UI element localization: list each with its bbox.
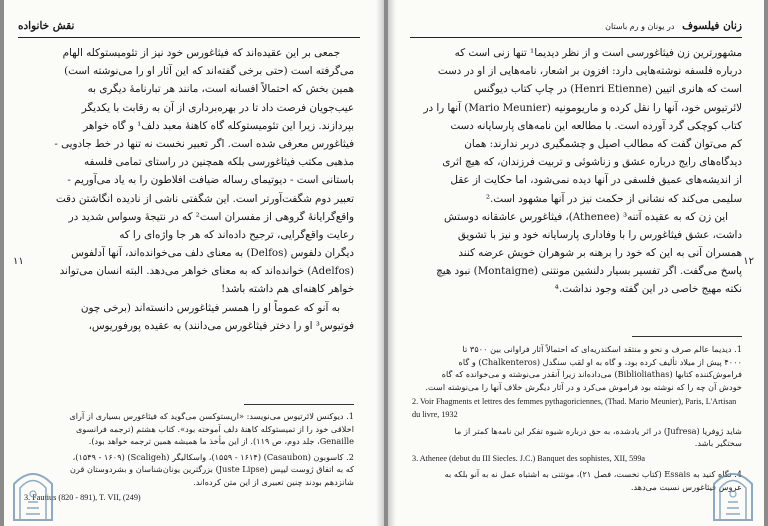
body-line: رعایت واقع‌گرایی، ترجیح داده‌اند که هر جا واژه‌ای را که <box>119 228 354 241</box>
footnote-line: عروس فیثاغورس نسبت می‌دهد. <box>630 481 742 492</box>
running-title: نقش خانواده <box>18 20 75 32</box>
page-header <box>18 12 360 38</box>
body-line: از اندیشه‌های عمیق فلسفی در آنها دیده نمی‌شود، اما حکایت از عقل <box>450 174 742 187</box>
right-page <box>388 0 764 526</box>
footnote-line: 3. Fautius (820 - 891), T. VII, (249) <box>24 492 141 502</box>
header-rule <box>410 37 742 38</box>
page-header <box>410 12 742 38</box>
body-line: دیگران دلفوس (Delfos) به معنای دلف می‌خوانده‌اند، آنها آدلفوس <box>71 247 354 260</box>
footnote-line: شانزدهم بودند چنین تعبیری از این متن کرده‌اند. <box>193 476 354 487</box>
footnote-line: 1. دیدیما عالم صرف و نحو و منتقد اسکندریه‌ای که احتمالاً آثار فراوانی بین ۳۵۰۰ تا <box>462 344 742 354</box>
body-line: دیدگاه‌های رایج درباره عشق و زناشوئی و تربیت فرزندان، که هیچ اثری <box>442 156 742 169</box>
body-text <box>24 44 354 335</box>
footnote-line: 2. کاسوبون (Casaubon) (۱۵۵۹ - ۱۶۱۴)، واسکالیگر (Scaligeh) (۱۵۴۹ - ۱۶۰۹)، <box>72 451 354 462</box>
left-page <box>4 0 384 526</box>
body-line: همسران آنی به این که خود را برهنه بر شوهران خویش عرضه کنند <box>458 247 742 260</box>
footnote-rule <box>632 336 742 337</box>
gutter-shadow <box>376 0 384 526</box>
footnote-line: 2. Voir Fhagments et lettres des femmes pythagoriciennes, (Thad. Mario Meunier), Paris, L'Artisan du livre, 1932 <box>412 397 737 419</box>
body-line: جمعی بر این عقیده‌اند که فیثاغورس خود نیز از تئومیستوکله الهام <box>62 47 340 59</box>
footnotes <box>24 410 354 504</box>
body-line: (Adelfos) خوانده‌اند که به معنای خواهر می‌دهد. البته انسان می‌تواند <box>59 265 354 278</box>
body-line: فوتیوس³ او را دختر فیثاغورس می‌دانند) به عقیده پورفوریوس، <box>88 319 354 332</box>
footnote-line: 4. نگاه کنید به Essais (کتاب نخست، فصل ۲۱)، مونتنی به اشتباه عمل نه به آنو بلکه به <box>444 469 742 480</box>
body-line: بپردازند. زیرا این تئومیستوکله گاه کاهنهٔ معبد دلف¹ و گاه خواهر <box>83 119 354 132</box>
footnotes <box>412 343 742 494</box>
page-number: ۱۱ <box>13 256 24 267</box>
body-line: لائرتیوس خود، آنها را نقل کرده و ماریومونیه (Mario Meunier) آنها را در <box>423 101 742 114</box>
body-line: پاسخ می‌گفت. اگر تفسیر بسیار دلنشین مونتنی (Montaigne) نبود هیچ <box>436 265 742 278</box>
body-line: درباره فلسفه نوشته‌هایی دارد: افزون بر اشعار، نامه‌هایی از او در دست <box>437 65 742 78</box>
body-line: همین بخش که احتمالاً افسانه است، مانند هر تبارنامهٔ دیگری به <box>87 83 354 96</box>
footnote-line: خودش آن چه را که نوشته بود فراموش می‌کرد و در آثار دیگرش خلاف آنها را می‌نوشته است. <box>425 381 742 392</box>
body-line: واقع‌گرایانهٔ گروهی از مفسران است² که در نتیجهٔ وسواس شدید در <box>68 210 354 223</box>
body-line: مذهبی مکتب فیثاغورسی بلکه همچنین در راستای تمامی فلسفه <box>84 156 354 169</box>
running-title <box>605 20 742 32</box>
body-line: عیب‌جویان فرصت داد تا در بهره‌برداری از آن به رقابت با یکدیگر <box>81 101 354 114</box>
library-stamp-icon <box>10 464 56 522</box>
footnote-line: فراموش‌کننده کتابها (Biblioliathas) می‌داده‌اند زیرا آنقدر می‌نوشته و می‌خوانده که گاه <box>441 369 742 380</box>
body-line: نکته مهیج خاصی در این گفته وجود نداشت.⁴ <box>554 283 742 296</box>
library-stamp-icon <box>710 464 756 522</box>
footnote-line: سختگیر باشد. <box>694 438 742 449</box>
body-line: داشت، عشق فیثاغورس را با وفاداری پارسایانه خود و نیز با تشویق <box>457 228 742 241</box>
body-line: است که هانری اتیین (Henri Etienne) در چاپ کتاب دیوگنس <box>473 83 742 96</box>
body-line: خواهر کاهنه‌ای هم داشته باشد! <box>221 283 354 296</box>
footnote-line: 3. Athenee (debut du III Siecles. J.C.) Banquet des sophistes, XII, 599a <box>412 453 646 463</box>
footnote-line: ۴۰۰۰ پیش از میلاد تألیف کرده بود، و گاه به او لقب سنگدل (Chalkenteros) و گاه <box>458 356 742 367</box>
body-line: به آنو که عموماً او را همسر فیثاغورس دانسته‌اند (برخی چون <box>80 301 340 314</box>
page-number: ۱۲ <box>743 256 754 267</box>
running-subtitle: در یونان و رم باستان <box>605 22 675 31</box>
body-line: سلیمی می‌کند که نشانی از حکمت نیز در آنها مشهود است.² <box>485 192 742 205</box>
footnote-rule <box>244 404 354 405</box>
body-line: باستانی است - دیوتیمای رساله ضیافت افلاطون را به یاد می‌آوریم - <box>67 174 354 187</box>
footnote-line: که به اتفاق ژوست لیپس (Juste Lipse) بزرگترین یونان‌شناسان و بشردوستان قرن <box>69 464 354 475</box>
body-line: کم می‌توان گفت که مطالب اصیل و چشمگیری دربر ندارند: همان <box>464 137 742 150</box>
body-line: می‌گرفته است (حتی برخی گفته‌اند که این آثار او را می‌نوشته است) <box>64 65 354 78</box>
gutter-shadow <box>388 0 396 526</box>
body-line: تعبیر دوم شگفت‌آورتر است. این شگفتی ناشی از نادیده انگاشتن دقت <box>55 192 354 205</box>
footnote-line: 1. دیوکنس لائرتیوس می‌نویسد: «اریستوکسن می‌گوید که فیثاغورس بسیاری از آرای <box>69 411 354 421</box>
body-line: این زن که به عقیده آتنه³ (Athenee)، فیثاغورس عاشقانه دوستش <box>443 210 728 223</box>
body-line: کتاب کوچکی گرد آورده است. با مطالعه این نامه‌های پارسایانه دست <box>450 119 742 132</box>
footnote-line: شاید ژوفریا (Jufresa) در اثر یادشده، به حق درباره شیوه تفکر این نامه‌ها کمتر از ما <box>454 425 742 436</box>
body-line: فیثاغورس معرفی شده است. اگر تعبیر نخست نه تنها در خط جادویی - <box>54 137 354 150</box>
header-rule <box>18 37 360 38</box>
footnote-line: اخلاقی خود را از تمیستوکله کاهنهٔ دلف آموخته بود». کتاب هشتم (ترجمه فرانسوی <box>75 423 354 434</box>
body-line: مشهورترین زن فیثاغورسی است و از نظر دیدیما¹ تنها زنی است که <box>454 47 742 59</box>
footnote-line: Genaille، جلد دوم، ص ۱۱۹). از این مأخذ ما همیشه همین ترجمه خواهد بود). <box>88 436 354 447</box>
body-text <box>412 44 742 299</box>
running-title-main: زنان فیلسوف <box>682 20 742 32</box>
